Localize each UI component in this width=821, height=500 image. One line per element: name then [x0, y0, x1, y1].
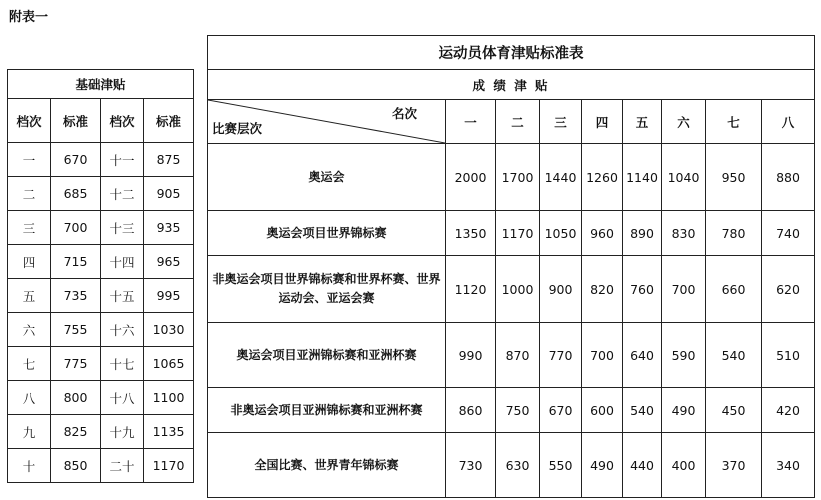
tier-cell: 七: [8, 347, 51, 381]
allowance-value-cell: 420: [762, 388, 815, 433]
allowance-value-cell: 950: [706, 144, 762, 211]
allowance-value-cell: 890: [623, 211, 662, 256]
allowance-value-cell: 770: [540, 323, 582, 388]
tier-cell: 四: [8, 245, 51, 279]
table-row: [8, 279, 194, 313]
table-row: [208, 211, 815, 256]
appendix-label: 附表一: [9, 10, 49, 25]
allowance-value-cell: 780: [706, 211, 762, 256]
competition-level-cell: 奥运会项目世界锦标赛: [208, 211, 446, 256]
table-row: [8, 313, 194, 347]
competition-level-cell: 全国比赛、世界青年锦标赛: [208, 433, 446, 498]
tier-cell: 十一: [101, 143, 144, 177]
allowance-value-cell: 880: [762, 144, 815, 211]
competition-level-cell: 非奥运会项目亚洲锦标赛和亚洲杯赛: [208, 388, 446, 433]
allowance-value-cell: 370: [706, 433, 762, 498]
allowance-value-cell: 620: [762, 256, 815, 323]
tier-cell: 十五: [101, 279, 144, 313]
standard-cell: 850: [51, 449, 101, 483]
allowance-value-cell: 760: [623, 256, 662, 323]
table-row: [208, 144, 815, 211]
table-row: [208, 433, 815, 498]
table-row: [8, 143, 194, 177]
rank-header-row: [208, 100, 815, 144]
tier-cell: 二: [8, 177, 51, 211]
tier-cell: 十四: [101, 245, 144, 279]
tier-cell: 二十: [101, 449, 144, 483]
rank-header: 四: [582, 100, 623, 144]
allowance-value-cell: 870: [496, 323, 540, 388]
allowance-value-cell: 490: [662, 388, 706, 433]
main-table-subtitle: 成 绩 津 贴: [208, 70, 815, 100]
allowance-value-cell: 550: [540, 433, 582, 498]
allowance-value-cell: 1120: [446, 256, 496, 323]
rank-header: 六: [662, 100, 706, 144]
competition-level-cell: 奥运会: [208, 144, 446, 211]
standard-cell: 875: [144, 143, 194, 177]
standard-cell: 1170: [144, 449, 194, 483]
table-row: [208, 388, 815, 433]
standard-cell: 1135: [144, 415, 194, 449]
rank-header: 八: [762, 100, 815, 144]
allowance-value-cell: 660: [706, 256, 762, 323]
standard-cell: 965: [144, 245, 194, 279]
standard-cell: 715: [51, 245, 101, 279]
allowance-value-cell: 1050: [540, 211, 582, 256]
allowance-value-cell: 2000: [446, 144, 496, 211]
allowance-value-cell: 960: [582, 211, 623, 256]
allowance-value-cell: 450: [706, 388, 762, 433]
allowance-value-cell: 540: [623, 388, 662, 433]
allowance-value-cell: 540: [706, 323, 762, 388]
table-row: [8, 347, 194, 381]
main-table-title: 运动员体育津贴标准表: [208, 36, 815, 70]
tier-cell: 五: [8, 279, 51, 313]
header-standard: 标准: [51, 99, 101, 143]
table-row: [8, 211, 194, 245]
standard-cell: 755: [51, 313, 101, 347]
standard-cell: 1065: [144, 347, 194, 381]
header-tier: 档次: [8, 99, 51, 143]
rank-header: 三: [540, 100, 582, 144]
results-allowance-table: [207, 35, 815, 498]
standard-cell: 995: [144, 279, 194, 313]
allowance-value-cell: 630: [496, 433, 540, 498]
allowance-value-cell: 990: [446, 323, 496, 388]
allowance-value-cell: 730: [446, 433, 496, 498]
tier-cell: 十二: [101, 177, 144, 211]
rank-label: 名次: [391, 106, 417, 121]
tier-cell: 十三: [101, 211, 144, 245]
table-row: [8, 415, 194, 449]
allowance-value-cell: 1700: [496, 144, 540, 211]
standard-cell: 700: [51, 211, 101, 245]
standard-cell: 735: [51, 279, 101, 313]
allowance-value-cell: 640: [623, 323, 662, 388]
competition-level-cell: 非奥运会项目世界锦标赛和世界杯赛、世界运动会、亚运会赛: [208, 256, 446, 323]
base-table-title: 基础津贴: [8, 70, 194, 99]
allowance-value-cell: 700: [662, 256, 706, 323]
tier-cell: 十: [8, 449, 51, 483]
results-table-body: [208, 144, 815, 498]
allowance-value-cell: 750: [496, 388, 540, 433]
header-standard: 标准: [144, 99, 194, 143]
tier-cell: 十七: [101, 347, 144, 381]
diagonal-header-cell: [208, 100, 446, 144]
standard-cell: 1030: [144, 313, 194, 347]
rank-header: 一: [446, 100, 496, 144]
table-row: [8, 449, 194, 483]
standard-cell: 905: [144, 177, 194, 211]
rank-header: 二: [496, 100, 540, 144]
allowance-value-cell: 440: [623, 433, 662, 498]
allowance-value-cell: 1350: [446, 211, 496, 256]
table-row: [8, 245, 194, 279]
allowance-value-cell: 820: [582, 256, 623, 323]
table-row: [208, 256, 815, 323]
header-tier: 档次: [101, 99, 144, 143]
tier-cell: 十九: [101, 415, 144, 449]
allowance-value-cell: 1040: [662, 144, 706, 211]
tier-cell: 八: [8, 381, 51, 415]
allowance-value-cell: 400: [662, 433, 706, 498]
allowance-value-cell: 900: [540, 256, 582, 323]
allowance-value-cell: 740: [762, 211, 815, 256]
allowance-value-cell: 510: [762, 323, 815, 388]
allowance-value-cell: 670: [540, 388, 582, 433]
table-row: [208, 323, 815, 388]
standard-cell: 685: [51, 177, 101, 211]
allowance-value-cell: 860: [446, 388, 496, 433]
allowance-value-cell: 340: [762, 433, 815, 498]
allowance-value-cell: 490: [582, 433, 623, 498]
allowance-value-cell: 1440: [540, 144, 582, 211]
tier-cell: 十八: [101, 381, 144, 415]
table-row: [8, 177, 194, 211]
level-label: 比赛层次: [212, 121, 263, 136]
tier-cell: 三: [8, 211, 51, 245]
rank-header: 五: [623, 100, 662, 144]
allowance-value-cell: 1140: [623, 144, 662, 211]
allowance-value-cell: 590: [662, 323, 706, 388]
standard-cell: 670: [51, 143, 101, 177]
base-table-body: [8, 143, 194, 483]
tier-cell: 十六: [101, 313, 144, 347]
tier-cell: 一: [8, 143, 51, 177]
rank-header: 七: [706, 100, 762, 144]
standard-cell: 935: [144, 211, 194, 245]
standard-cell: 775: [51, 347, 101, 381]
allowance-value-cell: 700: [582, 323, 623, 388]
standard-cell: 825: [51, 415, 101, 449]
competition-level-cell: 奥运会项目亚洲锦标赛和亚洲杯赛: [208, 323, 446, 388]
standard-cell: 1100: [144, 381, 194, 415]
allowance-value-cell: 600: [582, 388, 623, 433]
allowance-value-cell: 1260: [582, 144, 623, 211]
allowance-value-cell: 1000: [496, 256, 540, 323]
allowance-value-cell: 830: [662, 211, 706, 256]
allowance-value-cell: 1170: [496, 211, 540, 256]
base-allowance-table: [7, 69, 194, 483]
table-row: [8, 381, 194, 415]
tier-cell: 六: [8, 313, 51, 347]
standard-cell: 800: [51, 381, 101, 415]
tier-cell: 九: [8, 415, 51, 449]
